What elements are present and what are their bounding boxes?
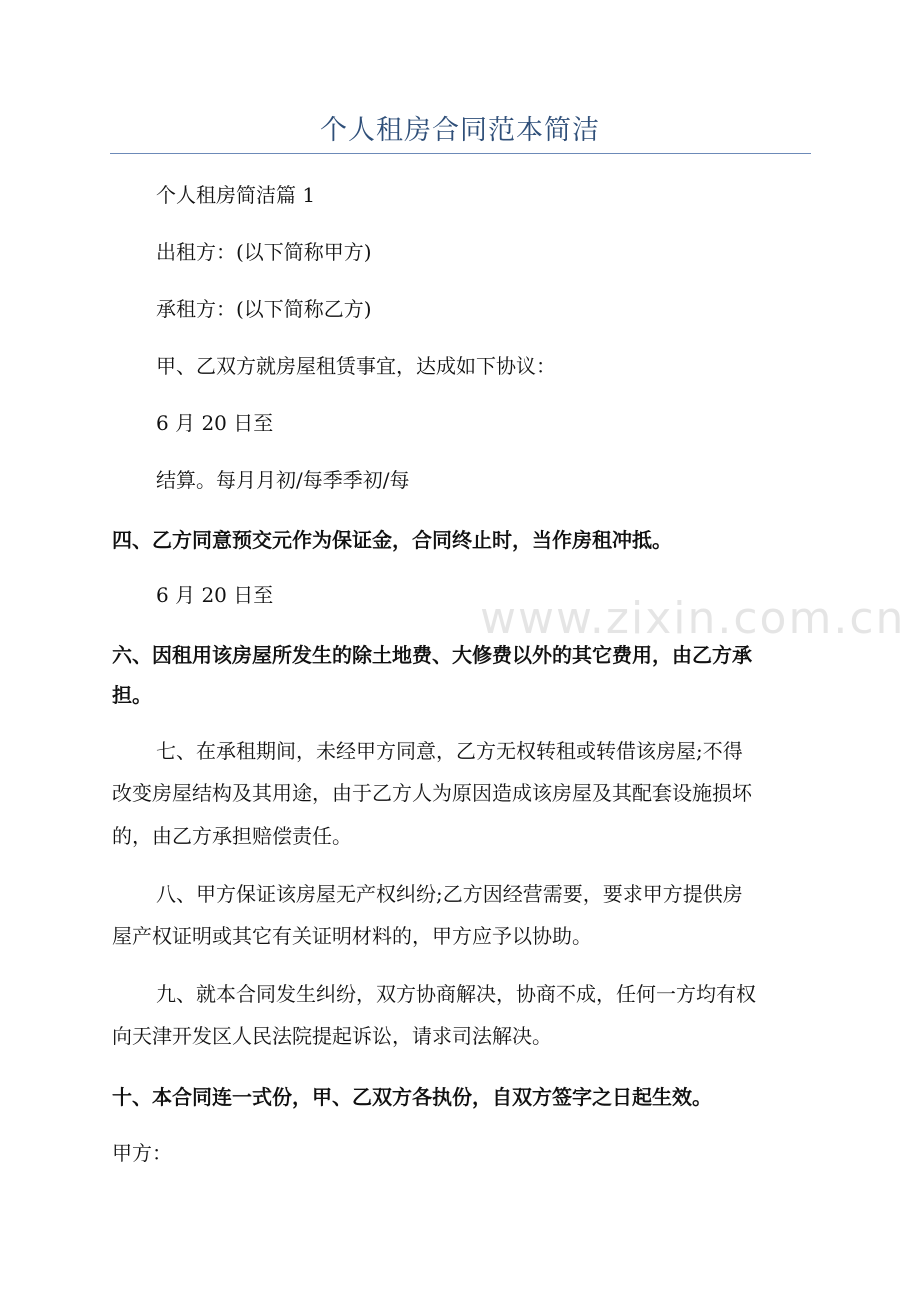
paragraph-line: 甲、乙双方就房屋租赁事宜，达成如下协议： bbox=[156, 354, 556, 378]
paragraph-line: 九、就本合同发生纠纷，双方协商解决，协商不成，任何一方均有权 bbox=[156, 982, 756, 1006]
paragraph-line: 结算。每月月初/每季季初/每 bbox=[156, 468, 410, 492]
paragraph-line: 七、在承租期间，未经甲方同意，乙方无权转租或转借该房屋;不得 bbox=[156, 739, 743, 763]
paragraph-line: 改变房屋结构及其用途，由于乙方人为原因造成该房屋及其配套设施损坏 bbox=[112, 781, 752, 805]
paragraph-line: 个人租房简洁篇 1 bbox=[156, 183, 316, 207]
paragraph-line: 担。 bbox=[112, 683, 152, 707]
paragraph-line: 四、乙方同意预交元作为保证金，合同终止时，当作房租冲抵。 bbox=[112, 528, 672, 552]
paragraph-line: 八、甲方保证该房屋无产权纠纷;乙方因经营需要，要求甲方提供房 bbox=[156, 882, 743, 906]
paragraph-line: 甲方： bbox=[112, 1141, 172, 1165]
paragraph-line: 屋产权证明或其它有关证明材料的，甲方应予以协助。 bbox=[112, 924, 592, 948]
paragraph-line: 6 月 20 日至 bbox=[156, 411, 274, 435]
paragraph-line: 出租方：(以下简称甲方) bbox=[156, 240, 372, 264]
paragraph-line: 6 月 20 日至 bbox=[156, 583, 274, 607]
paragraph-line: 承租方：(以下简称乙方) bbox=[156, 297, 372, 321]
paragraph-line: 的，由乙方承担赔偿责任。 bbox=[112, 824, 352, 848]
paragraph-line: 十、本合同连一式份，甲、乙双方各执份，自双方签字之日起生效。 bbox=[112, 1085, 712, 1109]
title-underline bbox=[110, 153, 811, 154]
paragraph-line: 六、因租用该房屋所发生的除土地费、大修费以外的其它费用，由乙方承 bbox=[112, 643, 752, 667]
paragraph-line: 向天津开发区人民法院提起诉讼，请求司法解决。 bbox=[112, 1024, 552, 1048]
watermark: www.zixin.com.cn bbox=[480, 593, 906, 644]
document-title: 个人租房合同范本简洁 bbox=[320, 115, 600, 146]
